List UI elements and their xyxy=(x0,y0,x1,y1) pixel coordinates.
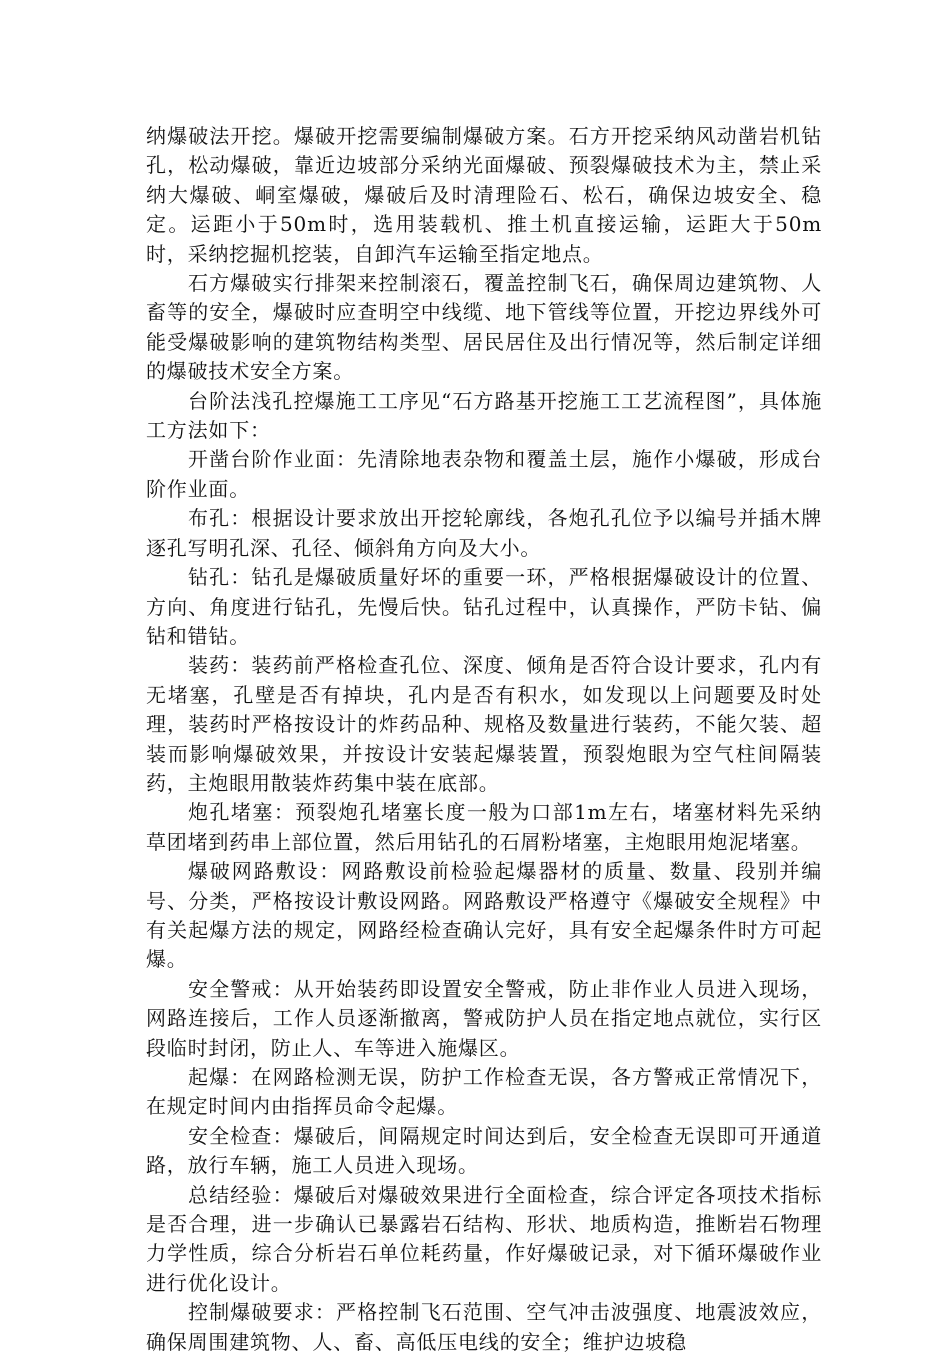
paragraph-10: 安全警戒：从开始装药即设置安全警戒，防止非作业人员进入现场，网路连接后，工作人员逐渐撤离，警戒防护人员在指定地点就位，实行区段临时封闭，防止人、车等进入施爆区。 xyxy=(146,976,822,1060)
paragraph-3: 台阶法浅孔控爆施工工序见“石方路基开挖施工工艺流程图”，具体施工方法如下： xyxy=(146,388,822,443)
paragraph-5: 布孔：根据设计要求放出开挖轮廓线，各炮孔孔位予以编号并插木牌逐孔写明孔深、孔径、倾斜角方向及大小。 xyxy=(146,506,822,560)
paragraph-4: 开凿台阶作业面：先清除地表杂物和覆盖土层，施作小爆破，形成台阶作业面。 xyxy=(146,447,822,501)
paragraph-6: 钻孔：钻孔是爆破质量好坏的重要一环，严格根据爆破设计的位置、方向、角度进行钻孔，先慢后快。钻孔过程中，认真操作，严防卡钻、偏钻和错钻。 xyxy=(146,565,822,648)
paragraph-7: 装药：装药前严格检查孔位、深度、倾角是否符合设计要求，孔内有无堵塞，孔壁是否有掉块，孔内是否有积水，如发现以上问题要及时处理，装药时严格按设计的炸药品种、规格及数量进行装药，不能欠装、超装而影响爆破效果，并按设计安装起爆装置，预裂炮眼为空气柱间隔装药，主炮眼用散装炸药集中装在底部。 xyxy=(146,653,822,795)
paragraph-1: 纳爆破法开挖。爆破开挖需要编制爆破方案。石方开挖采纳风动凿岩机钻孔，松动爆破，靠近边坡部分采纳光面爆破、预裂爆破技术为主，禁止采纳大爆破、峒室爆破，爆破后及时清理险石、松石，确保边坡安全、稳定。运距小于50m时，选用装载机、推土机直接运输，运距大于50m时，采纳挖掘机挖装，自卸汽车运输至指定地点。 xyxy=(146,124,822,266)
paragraph-14: 控制爆破要求：严格控制飞石范围、空气冲击波强度、地震波效应，确保周围建筑物、人、畜、高低压电线的安全；维护边坡稳 xyxy=(146,1300,822,1354)
paragraph-12: 安全检查：爆破后，间隔规定时间达到后，安全检查无误即可开通道路，放行车辆，施工人员进入现场。 xyxy=(146,1123,822,1178)
paragraph-8: 炮孔堵塞：预裂炮孔堵塞长度一般为口部1m左右，堵塞材料先采纳草团堵到药串上部位置，然后用钻孔的石屑粉堵塞，主炮眼用炮泥堵塞。 xyxy=(146,800,822,854)
document-body xyxy=(146,122,822,1357)
paragraph-13: 总结经验：爆破后对爆破效果进行全面检查，综合评定各项技术指标是否合理，进一步确认已暴露岩石结构、形状、地质构造，推断岩石物理力学性质，综合分析岩石单位耗药量，作好爆破记录，对下循环爆破作业进行优化设计。 xyxy=(146,1182,822,1295)
paragraph-11: 起爆：在网路检测无误，防护工作检查无误，各方警戒正常情况下，在规定时间内由指挥员命令起爆。 xyxy=(146,1065,822,1119)
paragraph-9: 爆破网路敷设：网路敷设前检验起爆器材的质量、数量、段别并编号、分类，严格按设计敷设网路。网路敷设严格遵守《爆破安全规程》中有关起爆方法的规定，网路经检查确认完好，具有安全起爆条件时方可起爆。 xyxy=(146,859,822,972)
paragraph-2: 石方爆破实行排架来控制滚石，覆盖控制飞石，确保周边建筑物、人畜等的安全，爆破时应查明空中线缆、地下管线等位置，开挖边界线外可能受爆破影响的建筑物结构类型、居民居住及出行情况等，然后制定详细的爆破技术安全方案。 xyxy=(146,271,822,384)
